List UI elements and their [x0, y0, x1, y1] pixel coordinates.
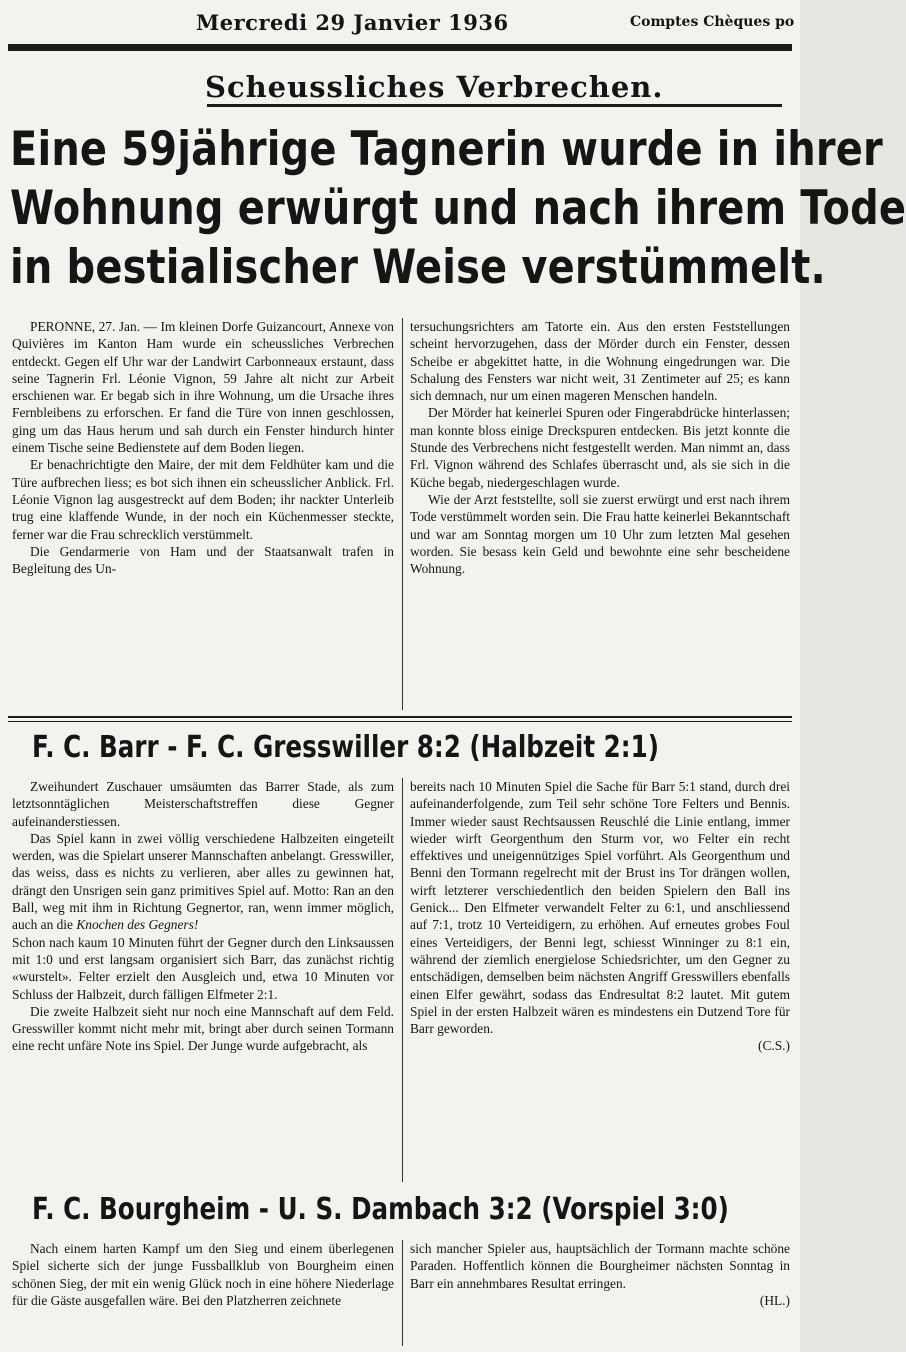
- article3-headline: F. C. Bourgheim - U. S. Dambach 3:2 (Vorspiel 3:0): [32, 1192, 729, 1227]
- masthead-corner-text: Comptes Chèques po: [630, 14, 795, 30]
- article3-signature: (HL.): [759, 1292, 790, 1308]
- section-rule: [8, 716, 792, 722]
- paragraph: PERONNE, 27. Jan. — Im kleinen Dorfe Guizancourt, Annexe von Quivières im Kanton Ham wurde ein scheussliches Verbrechen entdeckt. Gegen elf Uhr war der Landwirt Carbonneaux erstaunt, dass seine Tagnerin Frl. Léonie Vignon, 59 Jahre alt nicht zur Arbeit erschienen war. Er begab sich in ihre Wohnung, um die Ursache ihres Fernbleibens zu erforschen. Er fand die Türe von innen geschlossen, ging um das Haus herum und sah durch ein Fenster hindurch hinter einem Tische seine Bedienstete auf dem Boden liegen.: [12, 319, 394, 456]
- paragraph-text: Das Spiel kann in zwei völlig verschiedene Halbzeiten eingeteilt werden, was die Spielart unserer Mannschaften anbelangt. Gresswiller, das weiss, dass es nichts zu verlieren, aber alles zu gewinnen hat, drängt den Unsrigen sein ganz primitives Spiel auf. Motto: Ran an den Ball, weg mit ihm in Richtung Gegnertor, ran, wenn immer möglich, auch an die: [12, 830, 394, 933]
- paragraph: [12, 830, 394, 934]
- kicker-underline: [207, 104, 782, 107]
- paragraph: tersuchungsrichters am Tatorte ein. Aus den ersten Feststellungen scheint hervorzugehen, dass der Mörder durch ein Fenster, dessen Scheibe er abgekittet hatte, in die Wohnung eingedrungen war. Die Schalung des Fensters war nicht weit, 31 Zentimeter auf 25; es kann sich demnach, nur um einen mageren Menschen handeln.: [410, 319, 790, 404]
- article2-headline: F. C. Barr - F. C. Gresswiller 8:2 (Halbzeit 2:1): [32, 730, 659, 765]
- article3-right-column: [410, 1240, 790, 1346]
- headline-line: Wohnung erwürgt und nach ihrem Tode: [10, 181, 906, 236]
- article2-right-column: [410, 778, 790, 1182]
- article1-right-column: [410, 318, 790, 710]
- paragraph: Die zweite Halbzeit sieht nur noch eine Mannschaft auf dem Feld. Gresswiller kommt nicht mehr mit, bringt aber durch seinen Tormann eine recht unfäre Note ins Spiel. Der Junge wurde aufgebracht, als: [12, 1003, 394, 1054]
- paragraph: Wie der Arzt feststellte, soll sie zuerst erwürgt und erst nach ihrem Tode verstümmelt worden sein. Die Frau hatte keinerlei Bekanntschaft und war am Sonntag morgen um 10 Uhr zum letzten Mal gesehen worden. Sie besass kein Geld und bewohnte eine sehr bescheidene Wohnung.: [410, 491, 790, 577]
- article1-left-column: [12, 318, 394, 710]
- paragraph: Er benachrichtigte den Maire, der mit dem Feldhüter kam und die Türe aufbrechen liess; es bot sich ihnen ein scheusslicher Anblick. Frl. Léonie Vignon lag ausgestreckt auf dem Boden; ihr nackter Unterleib trug eine klaffende Wunde, in der noch ein Küchenmesser steckte, ferner war die Frau schrecklich verstümmelt.: [12, 457, 394, 542]
- article1-kicker: Scheussliches Verbrechen.: [205, 70, 664, 104]
- column-divider: [402, 318, 403, 710]
- paragraph: Nach einem harten Kampf um den Sieg und einem überlegenen Spiel sicherte sich der junge Fussballklub von Bourgheim einen schönen Sieg, der mit ein wenig Glück noch in eine höhere Niederlage für die Gäste ausgefallen wäre. Bei den Platzherren zeichnete: [12, 1241, 394, 1308]
- paragraph: Zweihundert Zuschauer umsäumten das Barrer Stade, als zum letztsonntäglichen Meisterschaftstreffen diese Gegner aufeinanderstiessen.: [12, 779, 394, 829]
- article2-left-column: [12, 778, 394, 1182]
- italic-phrase: Knochen des Gegners!: [76, 917, 199, 933]
- masthead-rule: [8, 44, 792, 51]
- headline-line: in bestialischer Weise verstümmelt.: [10, 240, 826, 295]
- article1-headline: [10, 120, 906, 297]
- paragraph: Schon nach kaum 10 Minuten führt der Gegner durch den Linksaussen mit 1:0 und erst langsam organisiert sich Barr, das zunächst richtig «wurstelt». Felter erzielt den Ausgleich und, etwa 10 Minuten vor Schluss der Halbzeit, durch fälligen Elfmeter 2:1.: [12, 934, 394, 1002]
- column-divider: [402, 778, 403, 1182]
- headline-line: Eine 59jährige Tagnerin wurde in ihrer: [10, 122, 883, 177]
- column-divider: [402, 1240, 403, 1346]
- paragraph: Die Gendarmerie von Ham und der Staatsanwalt trafen in Begleitung des Un-: [12, 543, 394, 577]
- paragraph: Der Mörder hat keinerlei Spuren oder Fingerabdrücke hinterlassen; man konnte bloss einige Dreckspuren entdecken. Bis jetzt konnte die Stunde des Verbrechens nicht festgestellt werden. Man nimmt an, dass Frl. Vignon während des Schlafes überrascht und, als sie sich in die Küche begab, niedergeschlagen wurde.: [410, 405, 790, 490]
- paragraph: sich mancher Spieler aus, hauptsächlich der Tormann machte schöne Paraden. Hoffentlich können die Bourgheimer nächsten Sonntag in Barr ein annehmbares Resultat erringen.: [410, 1241, 790, 1291]
- article2-signature: (C.S.): [758, 1038, 790, 1054]
- paragraph: bereits nach 10 Minuten Spiel die Sache für Barr 5:1 stand, durch drei aufeinanderfolgende, zum Teil sehr schöne Tore Felters und Bennis. Immer wieder saust Rechtsaussen Reuschlé die Linie entlang, immer wieder wirft Georgenthum den Sturm vor, wo Felter ein recht effektives und uneigennütziges Spiel vorführt. Als Georgenthum und Benni den Tormann regelrecht mit der Brust ins Tor drängen wollen, wirft letzterer verschiedentlich den beiden Spielern den Ball ins Genick... Den Elfmeter verwandelt Felter zu 6:1, und anschliessend auf 7:1, trotz 10 Verteidigern, zu erhöhen. Auf erneutes grobes Foul eines Verteidigers, der Benni legt, schiesst Winninger zu 8:1 ein, während der ziemlich energielose Schiedsrichter, um den Gegner zu entschädigen, demselben beim nächsten Angriff Gresswillers ebenfalls einen Elfer gewährt, sodass das Endresultat 8:2 lautet. Mit gutem Spiel in der ersten Halbzeit wären es mindestens ein Dutzend Tore für Barr geworden.: [410, 779, 790, 1037]
- article3-left-column: [12, 1240, 394, 1346]
- masthead-date: Mercredi 29 Janvier 1936: [196, 10, 509, 35]
